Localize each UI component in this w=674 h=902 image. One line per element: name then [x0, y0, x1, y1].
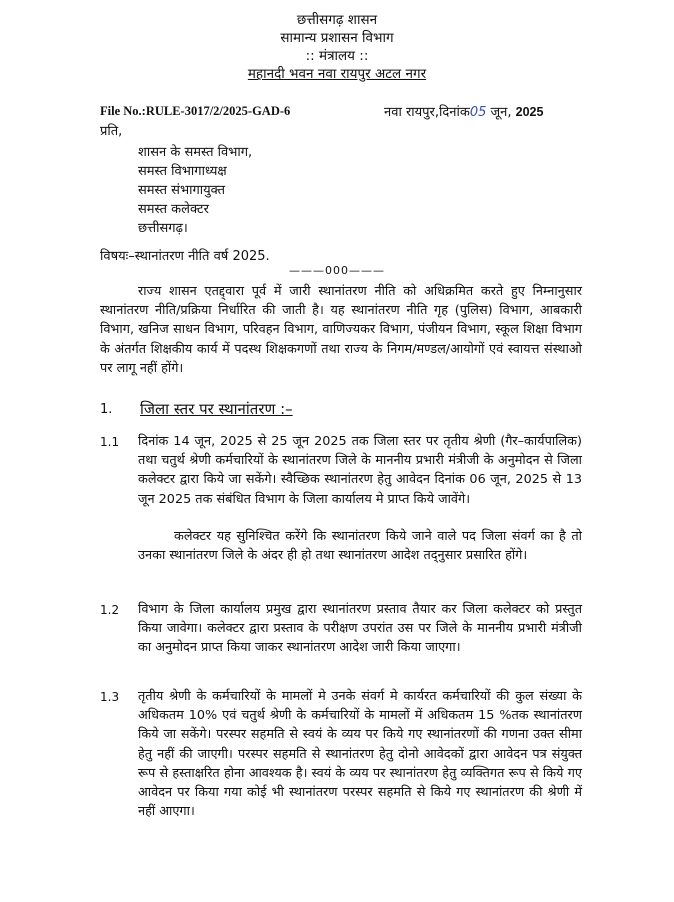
file-number: File No.:RULE-3017/2/2025-GAD-6	[100, 104, 291, 118]
clause-text-continuation: कलेक्टर यह सुनिश्चित करेंगे कि स्थानांतरण किये जाने वाले पद जिला संवर्ग का है तो उनका स्थानांतरण जिले के अंदर ही हो तथा स्थानांतरण आदेश तद्नुसार प्रसारित होंगे।	[138, 529, 582, 564]
addressee: समस्त संभागायुक्त	[138, 183, 226, 198]
date-prefix: नवा रायपुर,दिनांक	[384, 105, 470, 120]
clause-number: 1.2	[100, 603, 120, 617]
section-title: जिला स्तर पर स्थानांतरण :–	[140, 400, 293, 418]
handwritten-day: 05	[469, 105, 487, 120]
clause-text: दिनांक 14 जून, 2025 से 25 जून 2025 तक जिला स्तर पर तृतीय श्रेणी (गैर–कार्यपालिक) तथा चतुर्थ श्रेणी कर्मचारियों के स्थानांतरण जिले के माननीय प्रभारी मंत्रीजी के अनुमोदन से जिला कलेक्टर द्वारा किये जा सकेंगे। स्वैच्छिक स्थानांतरण हेतु आवेदन दिनांक 06 जून, 2025 से 13 जून 2025 तक संबंधित विभाग के जिला कार्यालय मे प्राप्त किये जावेंगे।	[138, 434, 582, 507]
addressee: शासन के समस्त विभाग,	[138, 145, 253, 160]
date-month: जून,	[486, 105, 516, 120]
subject-line: विषयः–स्थानांतरण नीति वर्ष 2025.	[100, 249, 270, 264]
date-line	[384, 102, 543, 120]
header-address: महानदी भवन नवा रायपुर अटल नगर	[247, 66, 427, 82]
section-number: 1.	[100, 402, 113, 417]
clause-number: 1.1	[100, 435, 120, 449]
salutation-to: प्रति,	[100, 124, 123, 139]
header-government: छत्तीसगढ़ शासन	[296, 12, 378, 28]
addressee: समस्त कलेक्टर	[138, 202, 209, 217]
header-department: सामान्य प्रशासन विभाग	[280, 30, 394, 46]
date-year: 2025	[515, 105, 544, 119]
clause-text: विभाग के जिला कार्यालय प्रमुख द्वारा स्थानांतरण प्रस्ताव तैयार कर जिला कलेक्टर को प्रस्तुत किया जावेगा। कलेक्टर द्वारा प्रस्ताव के परीक्षण उपरांत उस पर जिले के माननीय प्रभारी मंत्रीजी का अनुमोदन प्राप्त किया जाकर स्थानांतरण आदेश जारी किया जाएगा।	[138, 602, 582, 656]
addressee: छत्तीसगढ़।	[138, 221, 188, 236]
clause-text: तृतीय श्रेणी के कर्मचारियों के मामलों मे उनके संवर्ग मे कार्यरत कर्मचारियों की कुल संख्या के अधिकतम 10% एवं चतुर्थ श्रेणी के कर्मचारियों के मामलों में अधिकतम 15 %तक स्थानांतरण किये जा सकेंगे। परस्पर सहमति से स्वयं के व्यय पर किये गए स्थानांतरणों की गणना उक्त सीमा हेतु नहीं की जाएगी। परस्पर सहमति से स्थानांतरण हेतु दोनो आवेदकों द्वारा आवेदन पत्र संयुक्त रूप से हस्ताक्षरित होना आवश्यक है। स्वयं के व्यय पर स्थानांतरण हेतु व्यक्तिगत रूप से किये गए आवेदन पर किया गया कोई भी स्थानांतरण परस्पर सहमति से किये गए स्थानांतरण की श्रेणी में नहीं आएगा।	[138, 689, 582, 820]
addressee: समस्त विभागाध्यक्ष	[138, 164, 227, 179]
clause-number: 1.3	[100, 690, 120, 704]
header-ministry: :: मंत्रालय ::	[305, 48, 369, 64]
intro-paragraph: राज्य शासन एतद्द्वारा पूर्व में जारी स्थानांतरण नीति को अधिक्रमित करते हुए निम्नानुसार स्थानांतरण नीति/प्रक्रिया निर्धारित की जाती है। यह स्थानांतरण नीति गृह (पुलिस) विभाग, आबकारी विभाग, खनिज साधन विभाग, परिवहन विभाग, वाणिज्यकर विभाग, पंजीयन विभाग, स्कूल शिक्षा विभाग के अंतर्गत शिक्षकीय कार्य में पदस्थ शिक्षकगणों तथा राज्य के निगम/मण्डल/आयोगों एवं स्वायत्त संस्थाओ पर लागू नहीं होंगे।	[100, 284, 582, 376]
separator: ———000———	[289, 264, 385, 277]
